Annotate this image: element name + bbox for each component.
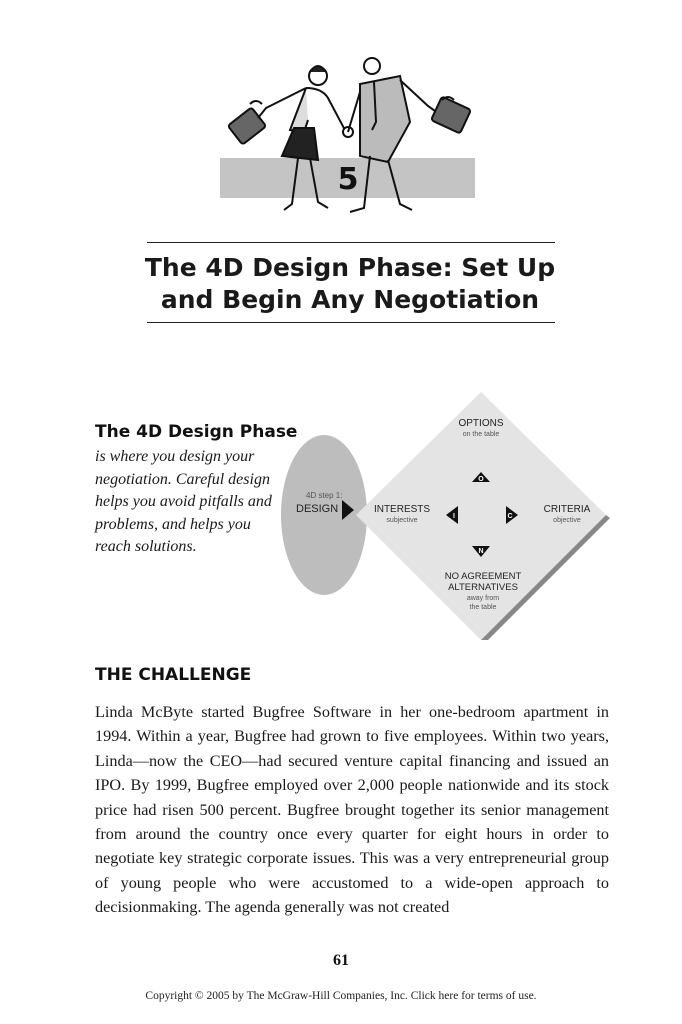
chapter-title-line1: The 4D Design Phase: Set Up xyxy=(144,253,556,282)
briefcase-left-icon xyxy=(228,101,266,145)
challenge-body: Linda McByte started Bugfree Software in her one-bedroom apartment in 1994. Within a year, Bugfree had grown to five employees. Within two years, Linda—now the CEO—had secured venture capital financing and issued an IPO. By 1999, Bugfree employed over 2,000 people nationwide and its stock price had risen 500 percent. Bugfree brought together its senior management from around the country once every quarter for eight hours in order to negotiate key strategic corporate issues. This was a very entrepreneurial group of young people who were accustomed to a wide-open approach to decisionmaking. The agenda generally was not created xyxy=(95,703,609,917)
criteria-sub: objective xyxy=(553,517,581,524)
title-rule-top xyxy=(147,242,555,243)
no-agreement-label: NO AGREEMENT xyxy=(444,571,522,582)
4d-diagram xyxy=(276,390,618,645)
page-number: 61 xyxy=(333,952,349,969)
chapter-title-line2: and Begin Any Negotiation xyxy=(160,285,540,314)
away-line2: the table xyxy=(469,604,497,611)
letter-n: N xyxy=(478,548,484,555)
chapter-title xyxy=(140,252,560,316)
options-label: OPTIONS xyxy=(458,418,504,429)
interests-label: INTERESTS xyxy=(373,504,431,515)
step-label: 4D step 1: xyxy=(306,491,343,500)
criteria-label: CRITERIA xyxy=(543,504,591,515)
away-line1: away from xyxy=(466,595,500,602)
options-sub: on the table xyxy=(462,431,500,438)
design-ellipse xyxy=(281,435,367,595)
chapter-number: 5 xyxy=(337,162,359,197)
copyright-notice[interactable]: Copyright © 2005 by The McGraw-Hill Companies, Inc. Click here for terms of use. xyxy=(145,990,537,1002)
sidebar-text: is where you design your negotiation. Careful design helps you avoid pitfalls and problems, and helps you reach solutions. xyxy=(95,448,272,556)
briefcase-right-icon xyxy=(431,96,471,133)
title-rule-bottom xyxy=(147,322,555,323)
alternatives-label: ALTERNATIVES xyxy=(448,582,518,593)
letter-c: C xyxy=(507,513,513,520)
letter-o: O xyxy=(478,476,484,483)
letter-i: I xyxy=(453,513,455,520)
diamond-shape xyxy=(356,392,606,640)
interests-sub: subjective xyxy=(386,517,418,524)
chapter-illustration xyxy=(210,52,490,222)
sidebar-heading: The 4D Design Phase xyxy=(95,422,298,442)
challenge-heading: THE CHALLENGE xyxy=(95,665,252,685)
step-name: DESIGN xyxy=(296,503,339,515)
